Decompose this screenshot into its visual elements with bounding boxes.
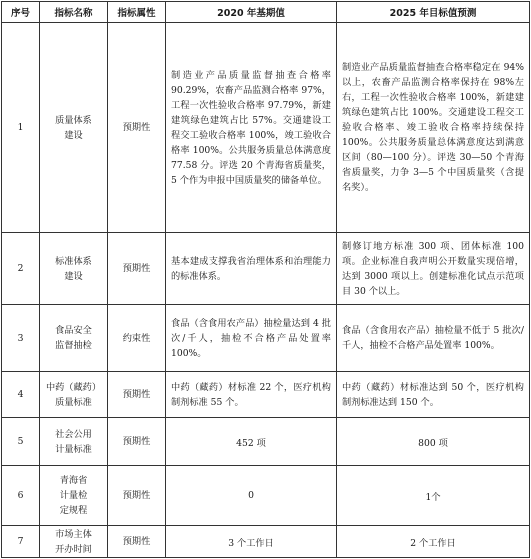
name-line: 标准体系 [55, 255, 92, 267]
header-base-value-2020: 2020 年基期值 [166, 2, 337, 23]
row-no: 2 [2, 233, 40, 305]
row-target-value: 食品（含食用农产品）抽检量不低于 5 批次/千人，抽检不合格产品处置率 100%。 [337, 305, 530, 372]
table-row [2, 418, 530, 466]
name-line: 质量体系 [55, 114, 92, 126]
row-target-value: 1个 [337, 466, 530, 526]
name-line: 青海省 [59, 475, 88, 486]
name-line: 建设 [64, 270, 83, 282]
row-target-value: 制修订地方标准 300 项、团体标准 100 项。企业标准自我声明公开数量实现倍增，达到 3000 项以上。创建标准化试点示范项目 30 个以上。 [337, 233, 530, 305]
row-indicator-name [40, 233, 108, 305]
name-line: 监督抽检 [55, 340, 92, 351]
header-indicator-name: 指标名称 [40, 2, 108, 23]
name-line: 建设 [64, 129, 83, 141]
row-attribute: 约束性 [108, 305, 166, 372]
table-row [2, 23, 530, 233]
indicator-table [1, 1, 530, 558]
row-target-value: 制造业产品质量监督抽查合格率稳定在 94%以上，农畜产品监测合格率保持在 98%左右，工程一次性验收合格率 100%，新建建筑绿色建筑占比 100%。交通建设工程交工验收合格率、竣工验收合格率持续保持 100%。公共服务质量总体满意度达到满意区间（80—100 分）。评选 30—50 个青海省质量奖，力争 3—5 个中国质量奖（含提名奖）。 [337, 23, 530, 233]
row-no: 1 [2, 23, 40, 233]
table-row [2, 233, 530, 305]
row-target-value: 800 项 [337, 418, 530, 466]
row-no: 5 [2, 418, 40, 466]
row-attribute: 预期性 [108, 372, 166, 418]
row-indicator-name [40, 418, 108, 466]
row-attribute: 预期性 [108, 233, 166, 305]
row-base-value: 食品（含食用农产品）抽检量达到 4 批次/千人，抽检不合格产品处置率 100%。 [166, 305, 337, 372]
name-line: 食品安全 [55, 325, 92, 336]
row-indicator-name [40, 466, 108, 526]
row-base-value: 452 项 [166, 418, 337, 466]
row-no: 3 [2, 305, 40, 372]
table-row [2, 372, 530, 418]
row-attribute: 预期性 [108, 466, 166, 526]
table-row [2, 466, 530, 526]
header-indicator-attribute: 指标属性 [108, 2, 166, 23]
row-base-value: 3 个工作日 [166, 526, 337, 558]
table-row [2, 305, 530, 372]
row-base-value: 制造业产品质量监督抽查合格率 90.29%，农畜产品监测合格率 97%，工程一次性验收合格率 97.79%，新建建筑绿色建筑占比 57%。交通建设工程交工验收合格率 100%，竣工验收合格率 100%。公共服务质量总体满意度 77.58 分。评选 20 个青海省质量奖，5 个作为申报中国质量奖的储备单位。 [166, 23, 337, 233]
row-target-value: 2 个工作日 [337, 526, 530, 558]
name-line: 计量检 [59, 490, 88, 501]
name-line: 社会公用 [55, 428, 92, 440]
row-attribute: 预期性 [108, 526, 166, 558]
row-base-value: 0 [166, 466, 337, 526]
name-line: 质量标准 [55, 396, 92, 408]
row-indicator-name [40, 305, 108, 372]
row-indicator-name [40, 372, 108, 418]
name-line: 开办时间 [55, 543, 92, 555]
row-base-value: 中药（藏药）材标准 22 个，医疗机构制剂标准 55 个。 [166, 372, 337, 418]
header-no: 序号 [2, 2, 40, 23]
row-no: 7 [2, 526, 40, 558]
row-target-value: 中药（藏药）材标准达到 50 个，医疗机构制剂标准达到 150 个。 [337, 372, 530, 418]
table-row [2, 526, 530, 558]
name-line: 定规程 [59, 505, 88, 516]
row-base-value: 基本建成支撑我省治理体系和治理能力的标准体系。 [166, 233, 337, 305]
table-header-row [2, 2, 530, 23]
row-attribute: 预期性 [108, 418, 166, 466]
name-line: 计量标准 [55, 443, 92, 455]
row-no: 4 [2, 372, 40, 418]
row-attribute: 预期性 [108, 23, 166, 233]
row-indicator-name [40, 23, 108, 233]
name-line: 中药（藏药） [45, 381, 102, 393]
header-target-value-2025: 2025 年目标值预测 [337, 2, 530, 23]
name-line: 市场主体 [55, 528, 92, 540]
row-no: 6 [2, 466, 40, 526]
row-indicator-name [40, 526, 108, 558]
